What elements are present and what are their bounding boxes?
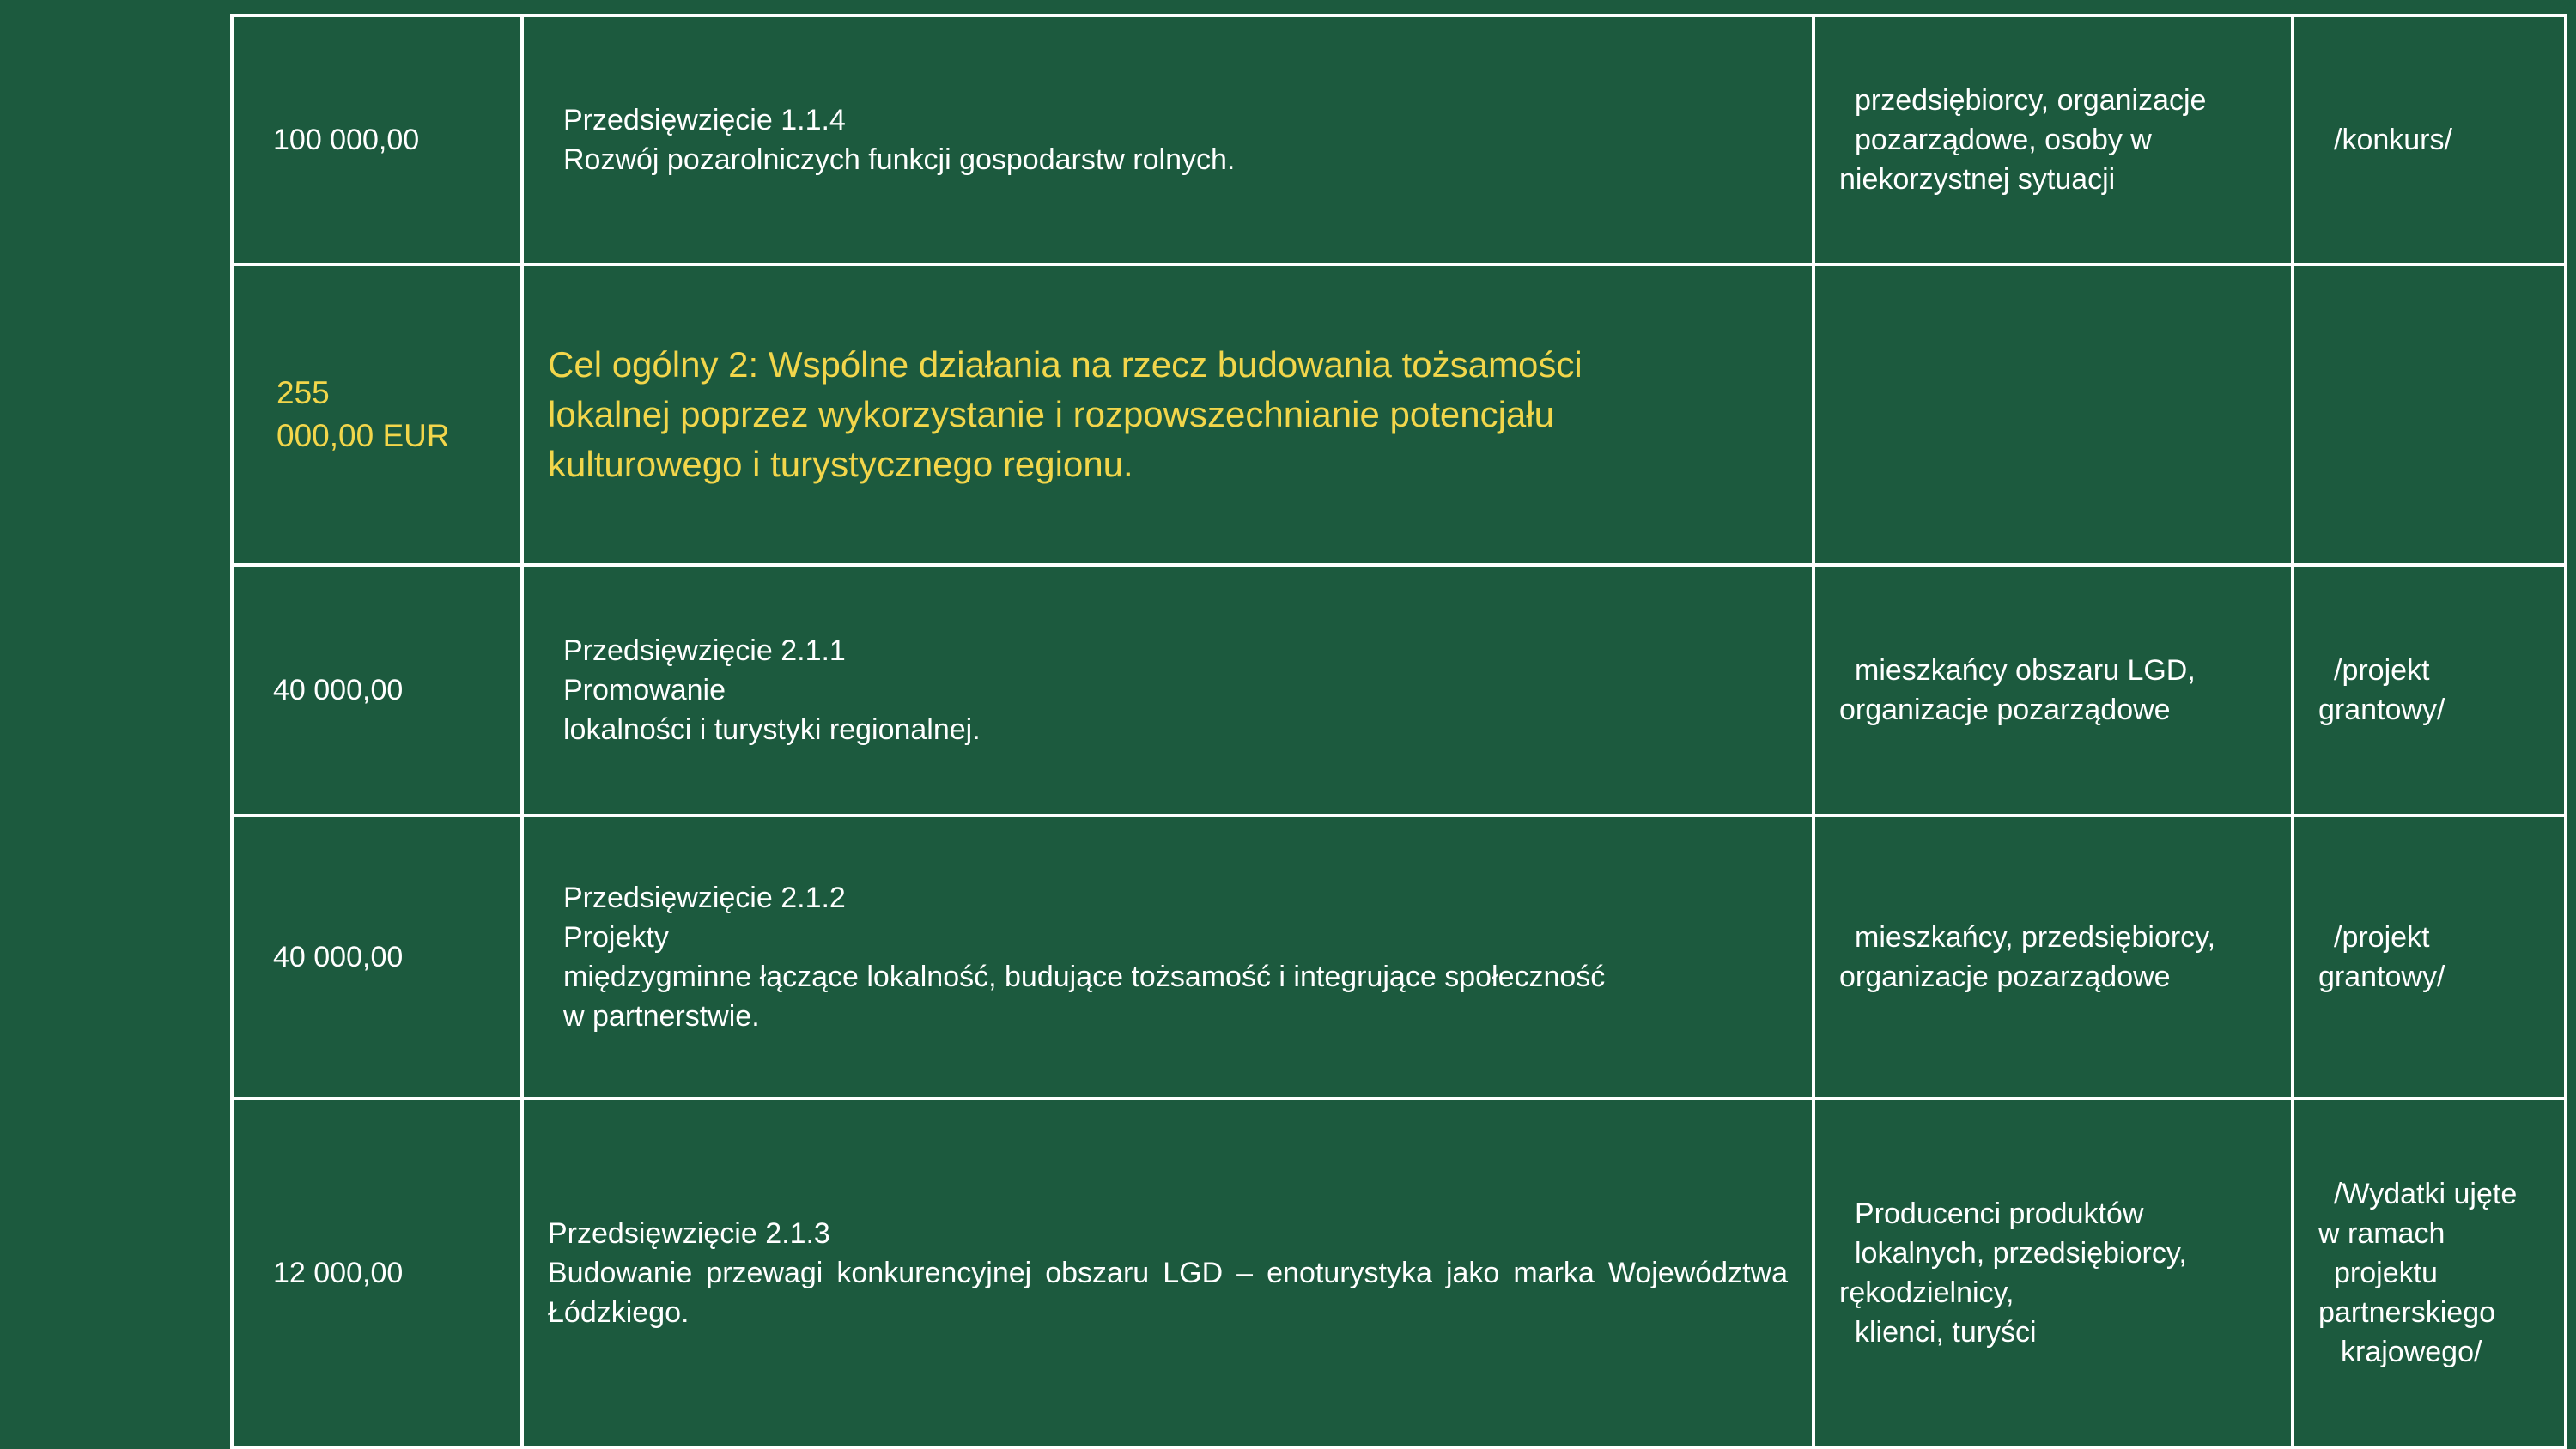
beneficiaries-line: niekorzystnej sytuacji — [1839, 163, 2116, 196]
action-description: międzygminne łączące lokalność, budujące tożsamość i integrujące społeczność — [563, 961, 1606, 993]
form-line: grantowy/ — [2318, 694, 2445, 726]
form-cell — [2293, 1099, 2566, 1447]
form-cell — [2293, 565, 2566, 815]
action-description: Promowanie — [563, 674, 726, 706]
form-line: w ramach — [2318, 1217, 2445, 1250]
goal-amount-line: 000,00 EUR — [276, 418, 450, 453]
action-title: Przedsięwzięcie 2.1.3 — [548, 1217, 830, 1250]
beneficiaries-line: Producenci produktów — [1855, 1197, 2144, 1230]
beneficiaries-line: mieszkańcy, przedsiębiorcy, — [1855, 921, 2216, 954]
form-line: projektu — [2334, 1257, 2438, 1289]
action-description: w partnerstwie. — [563, 1000, 760, 1033]
beneficiaries-line: lokalnych, przedsiębiorcy, — [1855, 1237, 2187, 1270]
table-row — [232, 1099, 2566, 1447]
amount-value: 40 000,00 — [273, 941, 404, 973]
table-row — [232, 815, 2566, 1099]
beneficiaries-line: organizacje pozarządowe — [1839, 694, 2171, 726]
amount-cell — [232, 565, 522, 815]
action-description: lokalności i turystyki regionalnej. — [563, 713, 981, 746]
amount-value: 12 000,00 — [273, 1257, 404, 1289]
action-title: Przedsięwzięcie 1.1.4 — [563, 104, 846, 136]
amount-cell — [232, 15, 522, 264]
form-line: /konkurs/ — [2334, 124, 2452, 156]
beneficiaries-cell — [1814, 565, 2293, 815]
action-description: Projekty — [563, 921, 669, 954]
goal-description-line: lokalnej poprzez wykorzystanie i rozpowszechnianie potencjału — [548, 394, 1554, 434]
form-cell — [2293, 15, 2566, 264]
empty-cell — [1814, 264, 2293, 565]
goal-description-line: Cel ogólny 2: Wspólne działania na rzecz budowania tożsamości — [548, 344, 1583, 385]
table-row — [232, 15, 2566, 264]
budget-table — [230, 14, 2567, 1449]
amount-cell — [232, 815, 522, 1099]
form-line: /projekt — [2334, 654, 2430, 687]
goal-row — [232, 264, 2566, 565]
description-cell — [522, 1099, 1814, 1447]
action-description: Rozwój pozarolniczych funkcji gospodarstw rolnych. — [563, 143, 1236, 176]
beneficiaries-cell — [1814, 1099, 2293, 1447]
description-cell — [522, 565, 1814, 815]
form-cell — [2293, 815, 2566, 1099]
beneficiaries-line: klienci, turyści — [1855, 1316, 2037, 1349]
form-line: krajowego/ — [2341, 1336, 2482, 1368]
beneficiaries-line: organizacje pozarządowe — [1839, 961, 2171, 993]
amount-value: 100 000,00 — [273, 124, 420, 156]
goal-description-cell — [522, 264, 1814, 565]
amount-cell — [232, 1099, 522, 1447]
form-line: partnerskiego — [2318, 1296, 2496, 1329]
beneficiaries-line: pozarządowe, osoby w — [1855, 124, 2152, 156]
amount-value: 40 000,00 — [273, 674, 404, 706]
beneficiaries-cell — [1814, 815, 2293, 1099]
description-cell — [522, 815, 1814, 1099]
beneficiaries-line: mieszkańcy obszaru LGD, — [1855, 654, 2196, 687]
form-line: grantowy/ — [2318, 961, 2445, 993]
description-cell — [522, 15, 1814, 264]
action-title: Przedsięwzięcie 2.1.2 — [563, 882, 846, 914]
goal-description-line: kulturowego i turystycznego regionu. — [548, 444, 1133, 484]
action-description: Budowanie przewagi konkurencyjnej obszaru LGD – enoturystyka jako marka Województwa Łódzkiego. — [548, 1257, 1788, 1329]
form-line: /projekt — [2334, 921, 2430, 954]
beneficiaries-cell — [1814, 15, 2293, 264]
goal-amount-line: 255 — [276, 375, 330, 410]
beneficiaries-line: rękodzielnicy, — [1839, 1276, 2014, 1309]
table-row — [232, 565, 2566, 815]
form-line: /Wydatki ujęte — [2334, 1178, 2518, 1210]
action-title: Przedsięwzięcie 2.1.1 — [563, 634, 846, 667]
beneficiaries-line: przedsiębiorcy, organizacje — [1855, 84, 2207, 117]
empty-cell — [2293, 264, 2566, 565]
goal-amount-cell — [232, 264, 522, 565]
